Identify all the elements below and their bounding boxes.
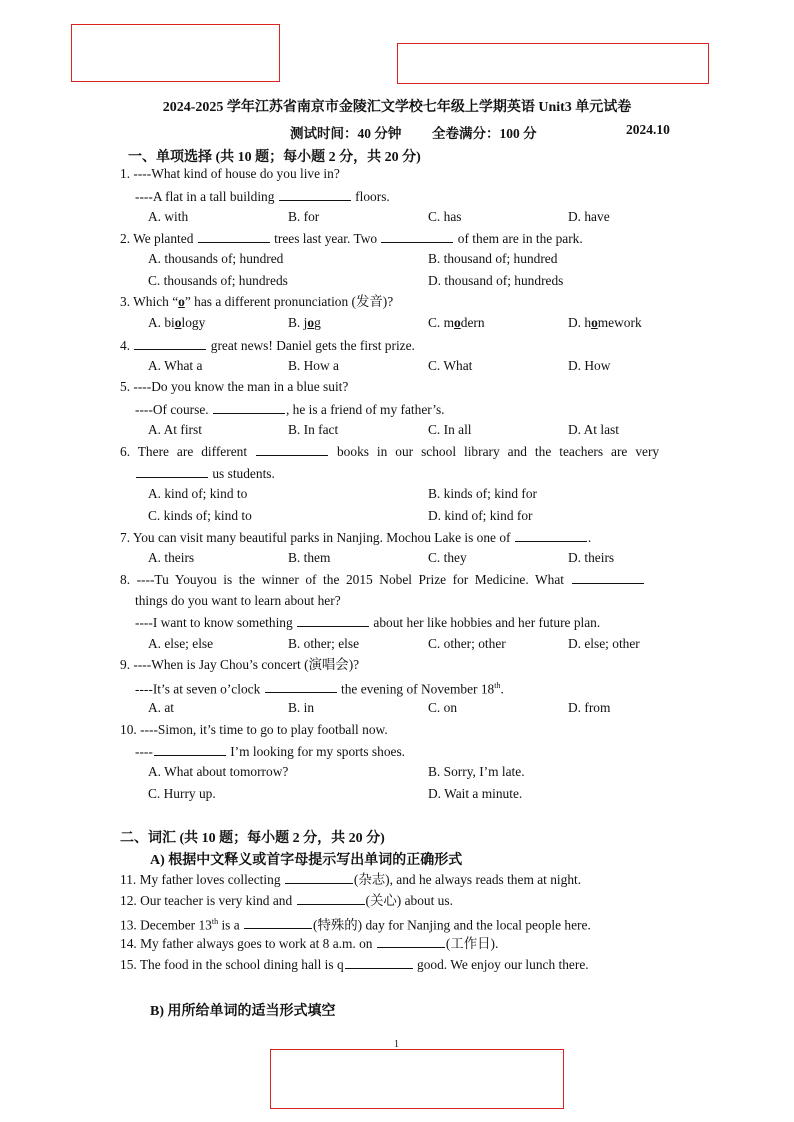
q8-stem-cont: things do you want to learn about her?	[135, 593, 341, 608]
q1-answer-line: ----A flat in a tall building floors.	[135, 189, 390, 204]
q3-stem: 3. Which “o” has a different pronunciation (发音)?	[120, 294, 394, 309]
q4-option-d[interactable]: D. How	[568, 358, 611, 373]
q6-stem-cont: us students.	[135, 465, 275, 482]
blank[interactable]	[198, 230, 270, 243]
blank[interactable]	[265, 680, 337, 693]
q5-option-d[interactable]: D. At last	[568, 422, 619, 437]
q1-option-d[interactable]: D. have	[568, 209, 610, 224]
blank[interactable]	[345, 956, 413, 969]
blank[interactable]	[134, 337, 206, 350]
q5-answer-line: ----Of course. , he is a friend of my father’s.	[135, 402, 445, 417]
q2-option-d[interactable]: D. thousand of; hundreds	[428, 273, 564, 288]
blank[interactable]	[377, 935, 445, 948]
q7-stem: 7. You can visit many beautiful parks in Nanjing. Mochou Lake is one of .	[120, 530, 592, 545]
q3-option-c[interactable]: C. modern	[428, 315, 485, 330]
exam-date: 2024.10	[626, 122, 670, 137]
blank[interactable]	[515, 529, 587, 542]
q3-option-a[interactable]: A. biology	[148, 315, 206, 330]
q5-option-b[interactable]: B. In fact	[288, 422, 339, 437]
q4-stem: 4. great news! Daniel gets the first prize.	[120, 338, 415, 353]
blank[interactable]	[297, 614, 369, 627]
q6-option-d[interactable]: D. kind of; kind for	[428, 508, 533, 523]
q8-option-a[interactable]: A. else; else	[148, 636, 214, 651]
q4-option-a[interactable]: A. What a	[148, 358, 203, 373]
section1-heading: 一、单项选择 (共 10 题；每小题 2 分，共 20 分)	[128, 150, 421, 165]
q3-option-b[interactable]: B. jog	[288, 315, 321, 330]
q1-option-c[interactable]: C. has	[428, 209, 462, 224]
q9-option-a[interactable]: A. at	[148, 700, 175, 715]
q9-option-c[interactable]: C. on	[428, 700, 458, 715]
q10-option-c[interactable]: C. Hurry up.	[148, 786, 216, 801]
test-time: 测试时间：40 分钟	[290, 126, 402, 141]
q7-option-b[interactable]: B. them	[288, 550, 331, 565]
blank[interactable]	[572, 571, 644, 584]
blank[interactable]	[279, 188, 351, 201]
section2-heading: 二、词汇 (共 10 题；每小题 2 分，共 20 分)	[120, 831, 385, 846]
q1-option-b[interactable]: B. for	[288, 209, 320, 224]
section2-part-a: A) 根据中文释义或首字母提示写出单词的正确形式	[150, 853, 463, 868]
q10-option-d[interactable]: D. Wait a minute.	[428, 786, 523, 801]
blank[interactable]	[136, 465, 208, 478]
q10-option-b[interactable]: B. Sorry, I’m late.	[428, 764, 525, 779]
q5-option-c[interactable]: C. In all	[428, 422, 472, 437]
red-frame-top-right	[397, 43, 709, 84]
blank[interactable]	[244, 916, 312, 929]
q2-option-a[interactable]: A. thousands of; hundred	[148, 251, 284, 266]
q6-option-a[interactable]: A. kind of; kind to	[148, 486, 248, 501]
blank[interactable]	[154, 743, 226, 756]
q10-option-a[interactable]: A. What about tomorrow?	[148, 764, 289, 779]
q8-option-c[interactable]: C. other; other	[428, 636, 506, 651]
q13-line: 13. December 13th is a (特殊的) day for Nanjing and the local people here.	[120, 917, 591, 933]
q11-line: 11. My father loves collecting (杂志), and he always reads them at night.	[120, 872, 582, 887]
q1-option-a[interactable]: A. with	[148, 209, 189, 224]
q14-line: 14. My father always goes to work at 8 a.m. on (工作日).	[120, 936, 499, 951]
q6-stem: 6. There are different books in our school library and the teachers are very	[120, 444, 660, 459]
blank[interactable]	[213, 401, 285, 414]
q6-option-c[interactable]: C. kinds of; kind to	[148, 508, 252, 523]
q1-stem: 1. ----What kind of house do you live in?	[120, 166, 340, 181]
q6-option-b[interactable]: B. kinds of; kind for	[428, 486, 537, 501]
q5-option-a[interactable]: A. At first	[148, 422, 202, 437]
q7-option-a[interactable]: A. theirs	[148, 550, 195, 565]
q8-answer-line: ----I want to know something about her like hobbies and her future plan.	[135, 615, 601, 630]
blank[interactable]	[285, 871, 353, 884]
q9-option-d[interactable]: D. from	[568, 700, 611, 715]
q3-option-d[interactable]: D. homework	[568, 315, 642, 330]
q2-option-b[interactable]: B. thousand of; hundred	[428, 251, 558, 266]
q9-option-b[interactable]: B. in	[288, 700, 315, 715]
q5-stem: 5. ----Do you know the man in a blue suit?	[120, 379, 349, 394]
q12-line: 12. Our teacher is very kind and (关心) about us.	[120, 893, 453, 908]
q2-stem: 2. We planted trees last year. Two of them are in the park.	[120, 231, 583, 246]
q2-option-c[interactable]: C. thousands of; hundreds	[148, 273, 288, 288]
blank[interactable]	[381, 230, 453, 243]
page-number: 1	[394, 1039, 399, 1050]
section2-part-b: B) 用所给单词的适当形式填空	[150, 1004, 336, 1019]
q8-stem: 8. ----Tu Youyou is the winner of the 2015 Nobel Prize for Medicine. What	[120, 571, 645, 588]
q7-option-d[interactable]: D. theirs	[568, 550, 615, 565]
blank[interactable]	[297, 892, 365, 905]
exam-title: 2024-2025 学年江苏省南京市金陵汇文学校七年级上学期英语 Unit3 单元试卷	[162, 100, 632, 115]
full-score: 全卷满分：100 分	[432, 126, 537, 141]
q10-answer-line: ---- I’m looking for my sports shoes.	[135, 744, 406, 759]
red-frame-top-left	[71, 24, 280, 82]
q8-option-b[interactable]: B. other; else	[288, 636, 360, 651]
q9-stem: 9. ----When is Jay Chou’s concert (演唱会)?	[120, 657, 360, 672]
q10-stem: 10. ----Simon, it’s time to go to play football now.	[120, 722, 388, 737]
blank[interactable]	[256, 443, 328, 456]
q4-option-b[interactable]: B. How a	[288, 358, 339, 373]
q9-answer-line: ----It’s at seven o’clock the evening of November 18th.	[135, 681, 504, 697]
red-frame-bottom	[270, 1049, 564, 1109]
q4-option-c[interactable]: C. What	[428, 358, 473, 373]
q15-line: 15. The food in the school dining hall is q good. We enjoy our lunch there.	[120, 957, 589, 972]
q7-option-c[interactable]: C. they	[428, 550, 467, 565]
q8-option-d[interactable]: D. else; other	[568, 636, 640, 651]
